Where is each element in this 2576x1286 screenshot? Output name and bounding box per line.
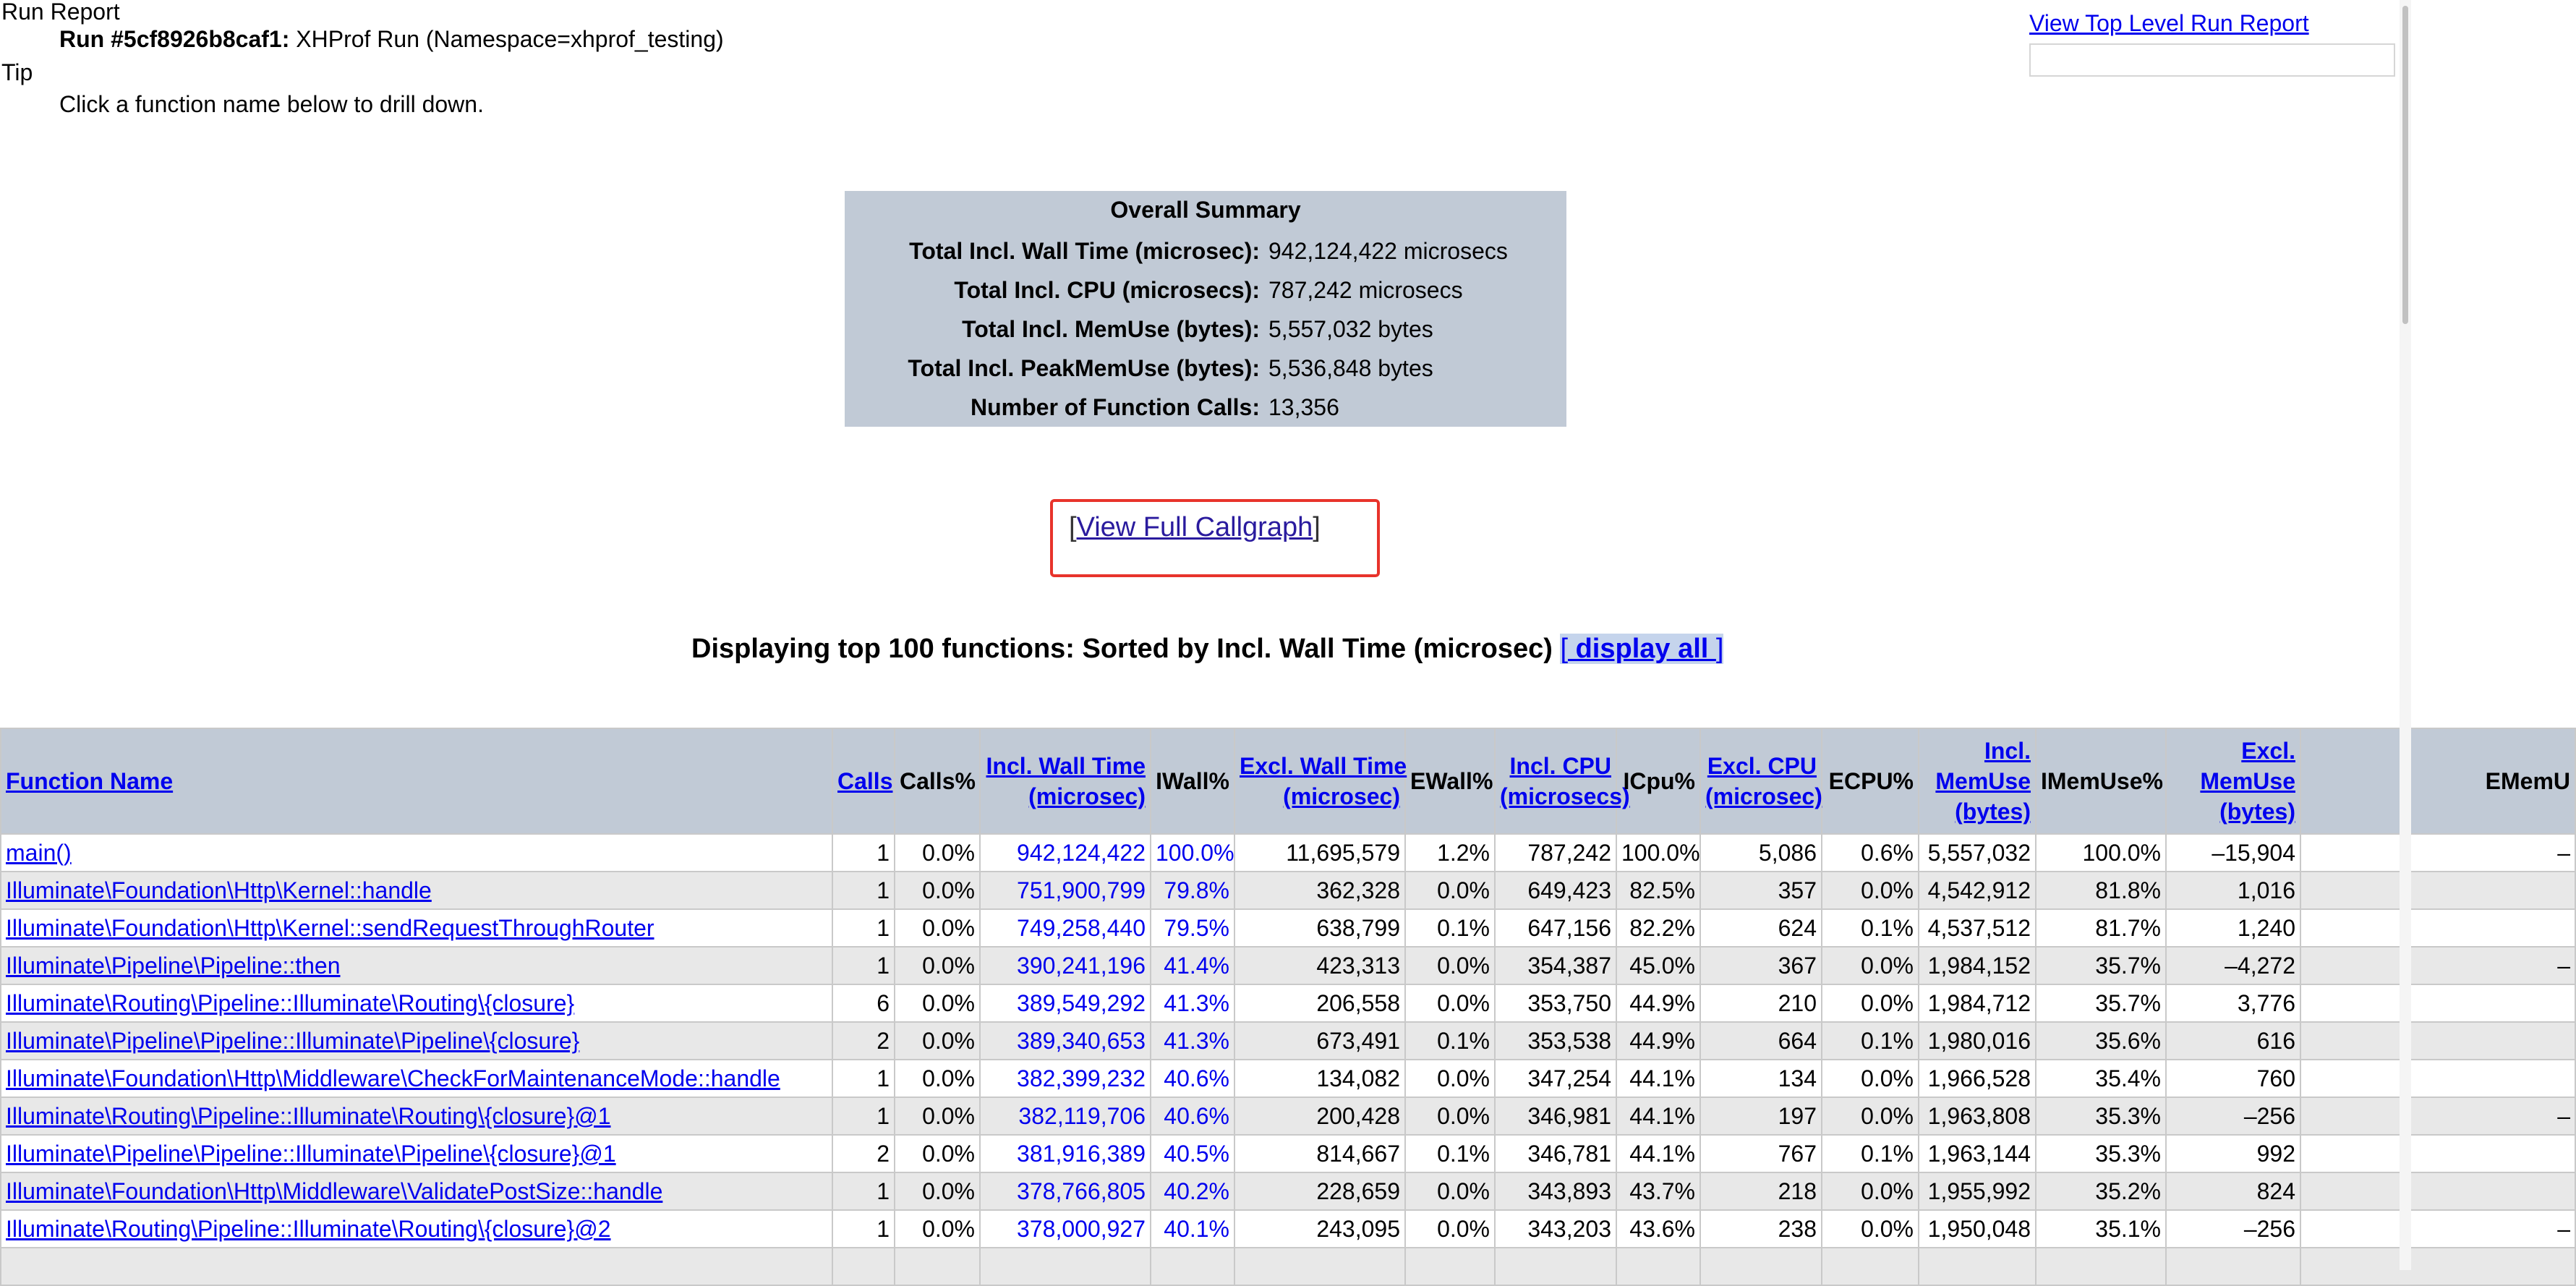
table-cell: 210: [1700, 984, 1822, 1022]
column-header: [1822, 728, 1919, 834]
table-cell: 41.3%: [1151, 1022, 1234, 1060]
function-link[interactable]: Illuminate\Pipeline\Pipeline::Illuminate\Pipeline\{closure}: [6, 1028, 580, 1054]
table-cell: 0.0%: [895, 834, 980, 872]
table-cell: 367: [1700, 947, 1822, 984]
table-cell: 41.3%: [1151, 984, 1234, 1022]
column-header: [895, 728, 980, 834]
table-cell: 423,313: [1234, 947, 1405, 984]
table-cell: 35.1%: [2036, 1210, 2166, 1248]
table-cell: 0.0%: [1822, 1060, 1919, 1097]
sort-link[interactable]: [837, 768, 892, 794]
table-cell: 218: [1700, 1172, 1822, 1210]
table-cell: 0.0%: [895, 1210, 980, 1248]
table-cell: –: [2300, 834, 2575, 872]
table-cell: 35.3%: [2036, 1097, 2166, 1135]
column-header[interactable]: [1495, 728, 1630, 834]
table-cell: 0.0%: [895, 1172, 980, 1210]
table-cell: 343,893: [1495, 1172, 1616, 1210]
column-label-line: IMemUse%: [2041, 768, 2163, 794]
table-cell: 40.5%: [1151, 1135, 1234, 1172]
table-cell: [2300, 1248, 2575, 1285]
table-cell: 43.7%: [1616, 1172, 1700, 1210]
display-all-link[interactable]: display all: [1568, 634, 1716, 664]
function-link[interactable]: Illuminate\Foundation\Http\Middleware\CheckForMaintenanceMode::handle: [6, 1065, 780, 1091]
table-cell: 389,340,653: [980, 1022, 1151, 1060]
function-link[interactable]: Illuminate\Foundation\Http\Kernel::sendRequestThroughRouter: [6, 915, 654, 941]
bracket-close: ]: [1715, 634, 1724, 664]
column-label-line: Excl. CPU: [1707, 753, 1817, 779]
callgraph-link-wrapper: [1069, 512, 1321, 543]
table-cell: 0.0%: [1405, 1097, 1495, 1135]
column-label-line: ECPU%: [1828, 768, 1914, 794]
column-label-line: (bytes): [1955, 799, 2031, 825]
table-cell: 40.6%: [1151, 1060, 1234, 1097]
table-cell: 44.9%: [1616, 984, 1700, 1022]
table-cell: 0.1%: [1405, 1022, 1495, 1060]
column-label-line: IWall%: [1156, 768, 1229, 794]
run-info: [59, 26, 724, 53]
run-description: XHProf Run (Namespace=xhprof_testing): [289, 26, 724, 52]
table-cell: 0.0%: [895, 1022, 980, 1060]
tip-label: Tip: [1, 59, 33, 85]
table-cell: 5,557,032: [1919, 834, 2036, 872]
summary-label: Total Incl. CPU (microsecs):: [954, 277, 1260, 303]
column-header[interactable]: [2166, 728, 2300, 834]
summary-row: [845, 388, 1566, 427]
summary-value: 13,356: [1268, 394, 1339, 420]
table-cell: 824: [2166, 1172, 2300, 1210]
table-cell: 0.1%: [1405, 1135, 1495, 1172]
table-cell: 0.0%: [1822, 984, 1919, 1022]
table-cell: [895, 1248, 980, 1285]
table-cell: [2300, 1060, 2575, 1097]
table-cell: 347,254: [1495, 1060, 1616, 1097]
table-cell: [2300, 1135, 2575, 1172]
table-cell: [1616, 1248, 1700, 1285]
table-cell: 346,981: [1495, 1097, 1616, 1135]
bracket-open: [: [1069, 512, 1077, 542]
table-cell: [1151, 1248, 1234, 1285]
sort-link[interactable]: [1240, 753, 1407, 809]
table-cell: 81.7%: [2036, 909, 2166, 947]
function-link[interactable]: main(): [6, 840, 72, 866]
table-cell: 197: [1700, 1097, 1822, 1135]
function-link[interactable]: Illuminate\Foundation\Http\Kernel::handle: [6, 877, 432, 903]
table-cell: –: [2300, 1097, 2575, 1135]
table-cell: 2: [832, 1022, 895, 1060]
table-cell: 0.0%: [1405, 1172, 1495, 1210]
table-cell: 0.6%: [1822, 834, 1919, 872]
run-report-label: Run Report: [1, 0, 120, 25]
table-cell: 35.3%: [2036, 1135, 2166, 1172]
summary-row: [845, 271, 1566, 310]
table-cell: 35.6%: [2036, 1022, 2166, 1060]
sort-link[interactable]: [6, 768, 173, 794]
table-cell: 1,240: [2166, 909, 2300, 947]
function-link[interactable]: Illuminate\Pipeline\Pipeline::Illuminate\Pipeline\{closure}@1: [6, 1141, 616, 1167]
table-cell: 0.0%: [1822, 1210, 1919, 1248]
table-cell: 82.5%: [1616, 872, 1700, 909]
column-label-line: (microsecs): [1500, 783, 1630, 809]
table-cell: 942,124,422: [980, 834, 1151, 872]
table-cell: [1234, 1248, 1405, 1285]
table-cell: 100.0%: [1616, 834, 1700, 872]
table-cell: 647,156: [1495, 909, 1616, 947]
table-cell: [2300, 984, 2575, 1022]
table-cell: 243,095: [1234, 1210, 1405, 1248]
table-cell: 0.0%: [1405, 984, 1495, 1022]
top-right-panel: [2029, 43, 2395, 77]
table-cell: [1, 909, 832, 947]
column-label: [900, 768, 976, 794]
table-cell: 228,659: [1234, 1172, 1405, 1210]
table-cell: [1, 1022, 832, 1060]
table-cell: 0.1%: [1822, 909, 1919, 947]
table-cell: 760: [2166, 1060, 2300, 1097]
table-cell: 382,399,232: [980, 1060, 1151, 1097]
table-cell: 353,538: [1495, 1022, 1616, 1060]
table-row: [1, 909, 2575, 947]
table-cell: 1,950,048: [1919, 1210, 2036, 1248]
bracket-open: [: [1560, 634, 1569, 664]
column-label: [2486, 768, 2570, 794]
table-cell: 0.0%: [895, 872, 980, 909]
table-cell: 0.0%: [895, 909, 980, 947]
table-cell: 11,695,579: [1234, 834, 1405, 872]
table-cell: 0.0%: [895, 984, 980, 1022]
column-label-line: (bytes): [2219, 799, 2295, 825]
table-cell: 749,258,440: [980, 909, 1151, 947]
function-link[interactable]: Illuminate\Routing\Pipeline::Illuminate\Routing\{closure}: [6, 990, 575, 1016]
column-header: [1616, 728, 1700, 834]
table-cell: [2166, 1248, 2300, 1285]
sort-link[interactable]: [1705, 753, 1822, 809]
column-label: [1623, 768, 1695, 794]
table-cell: [2300, 872, 2575, 909]
column-header[interactable]: [980, 728, 1151, 834]
table-cell: 390,241,196: [980, 947, 1151, 984]
table-cell: 767: [1700, 1135, 1822, 1172]
column-label-line: Incl.: [1984, 738, 2031, 764]
summary-value: 5,536,848 bytes: [1268, 355, 1433, 381]
table-cell: 1: [832, 1210, 895, 1248]
table-cell: 624: [1700, 909, 1822, 947]
sort-link[interactable]: [2200, 738, 2295, 825]
table-cell: 0.0%: [1405, 947, 1495, 984]
table-cell: 1.2%: [1405, 834, 1495, 872]
column-label-line: (microsec): [1028, 783, 1146, 809]
table-cell: [832, 1248, 895, 1285]
table-cell: 1,016: [2166, 872, 2300, 909]
table-cell: 992: [2166, 1135, 2300, 1172]
summary-row: [845, 231, 1566, 271]
overall-summary-table: [845, 191, 1566, 427]
table-cell: 649,423: [1495, 872, 1616, 909]
table-cell: [1, 1097, 832, 1135]
table-cell: 1,955,992: [1919, 1172, 2036, 1210]
table-cell: 43.6%: [1616, 1210, 1700, 1248]
table-row: [1, 872, 2575, 909]
table-cell: [1, 947, 832, 984]
table-cell: 100.0%: [2036, 834, 2166, 872]
sort-link[interactable]: [1500, 753, 1630, 809]
table-cell: 1,963,144: [1919, 1135, 2036, 1172]
column-label-line: Excl.: [2241, 738, 2295, 764]
table-cell: 44.1%: [1616, 1135, 1700, 1172]
table-cell: 0.0%: [895, 1097, 980, 1135]
column-header[interactable]: [1919, 728, 2036, 834]
table-row: [1, 1248, 2575, 1285]
column-label-line: Incl. Wall Time: [986, 753, 1146, 779]
table-row: [1, 834, 2575, 872]
summary-label: Number of Function Calls:: [971, 394, 1260, 420]
table-cell: 81.8%: [2036, 872, 2166, 909]
table-cell: [1, 1060, 832, 1097]
table-cell: 206,558: [1234, 984, 1405, 1022]
table-cell: 238: [1700, 1210, 1822, 1248]
function-link[interactable]: Illuminate\Routing\Pipeline::Illuminate\Routing\{closure}@1: [6, 1103, 611, 1129]
display-text: Displaying top 100 functions: Sorted by Incl. Wall Time (microsec): [691, 634, 1561, 664]
table-cell: 0.0%: [1822, 1097, 1919, 1135]
table-cell: [1700, 1248, 1822, 1285]
column-label: [2041, 768, 2163, 794]
table-cell: 3,776: [2166, 984, 2300, 1022]
table-cell: [1405, 1248, 1495, 1285]
table-cell: 751,900,799: [980, 872, 1151, 909]
summary-label: Total Incl. PeakMemUse (bytes):: [908, 355, 1260, 381]
table-cell: 200,428: [1234, 1097, 1405, 1135]
table-cell: [1, 1172, 832, 1210]
table-cell: 44.1%: [1616, 1060, 1700, 1097]
summary-title: Overall Summary: [1110, 197, 1301, 223]
table-cell: [2300, 1022, 2575, 1060]
column-header: [2036, 728, 2166, 834]
function-link[interactable]: Illuminate\Pipeline\Pipeline::then: [6, 953, 341, 979]
table-cell: 2: [832, 1135, 895, 1172]
column-label-line: MemUse: [2200, 768, 2295, 794]
column-header: [2300, 728, 2575, 834]
table-cell: 4,537,512: [1919, 909, 2036, 947]
summary-value: 942,124,422 microsecs: [1268, 238, 1508, 264]
column-label-line: MemUse: [1935, 768, 2031, 794]
column-label-line: EMemU: [2485, 768, 2570, 794]
summary-row: [845, 310, 1566, 349]
table-cell: 41.4%: [1151, 947, 1234, 984]
table-cell: –: [2300, 947, 2575, 984]
column-label-line: (microsec): [1705, 783, 1822, 809]
table-cell: 79.8%: [1151, 872, 1234, 909]
summary-row: [845, 349, 1566, 388]
table-cell: 0.1%: [1822, 1135, 1919, 1172]
column-label-line: Calls%: [900, 768, 976, 794]
run-id: Run #5cf8926b8caf1:: [59, 26, 290, 52]
top-level-run-report-link[interactable]: View Top Level Run Report: [2029, 10, 2309, 36]
table-cell: 0.1%: [1405, 909, 1495, 947]
sort-link[interactable]: [1935, 738, 2031, 825]
table-cell: 343,203: [1495, 1210, 1616, 1248]
table-cell: 35.7%: [2036, 984, 2166, 1022]
table-cell: 389,549,292: [980, 984, 1151, 1022]
table-cell: 35.7%: [2036, 947, 2166, 984]
summary-value: 787,242 microsecs: [1268, 277, 1463, 303]
column-header[interactable]: [1, 728, 832, 834]
table-cell: 664: [1700, 1022, 1822, 1060]
sort-link[interactable]: [986, 753, 1146, 809]
table-cell: 0.0%: [895, 1060, 980, 1097]
table-cell: [1, 1248, 832, 1285]
column-header[interactable]: [1234, 728, 1405, 834]
bracket-close: ]: [1313, 512, 1321, 542]
table-cell: [1495, 1248, 1616, 1285]
tip-text: Click a function name below to drill down.: [59, 91, 484, 117]
table-cell: 1: [832, 1172, 895, 1210]
table-row: [1, 1060, 2575, 1097]
table-cell: 1: [832, 947, 895, 984]
table-cell: [980, 1248, 1151, 1285]
column-header: [1405, 728, 1495, 834]
table-cell: 35.2%: [2036, 1172, 2166, 1210]
table-row: [1, 1097, 2575, 1135]
display-summary-line: [691, 634, 1723, 665]
table-cell: 814,667: [1234, 1135, 1405, 1172]
table-cell: 6: [832, 984, 895, 1022]
table-cell: 0.0%: [895, 947, 980, 984]
table-cell: 381,916,389: [980, 1135, 1151, 1172]
table-cell: [2036, 1248, 2166, 1285]
column-label: [1410, 768, 1493, 794]
table-row: [1, 1135, 2575, 1172]
column-header: [1151, 728, 1234, 834]
table-cell: [1919, 1248, 2036, 1285]
table-cell: [1, 1135, 832, 1172]
table-cell: [2300, 909, 2575, 947]
table-cell: 1,966,528: [1919, 1060, 2036, 1097]
view-full-callgraph-link[interactable]: View Full Callgraph: [1076, 512, 1313, 542]
summary-label: Total Incl. MemUse (bytes):: [962, 316, 1260, 342]
table-cell: 1,963,808: [1919, 1097, 2036, 1135]
scrollbar-thumb[interactable]: [2402, 6, 2408, 324]
table-cell: 0.0%: [1822, 872, 1919, 909]
table-cell: [1, 872, 832, 909]
column-label: [1829, 768, 1914, 794]
table-cell: 0.0%: [1405, 1060, 1495, 1097]
table-header-row: [1, 728, 2575, 834]
table-row: [1, 947, 2575, 984]
table-cell: 40.1%: [1151, 1210, 1234, 1248]
table-cell: 40.2%: [1151, 1172, 1234, 1210]
display-all-wrapper: [1560, 634, 1723, 664]
table-cell: 4,542,912: [1919, 872, 2036, 909]
table-cell: 79.5%: [1151, 909, 1234, 947]
function-link[interactable]: Illuminate\Routing\Pipeline::Illuminate\Routing\{closure}@2: [6, 1216, 611, 1242]
column-header[interactable]: [832, 728, 895, 834]
table-cell: 40.6%: [1151, 1097, 1234, 1135]
table-cell: 1: [832, 1097, 895, 1135]
table-cell: [1822, 1248, 1919, 1285]
table-cell: [2300, 1172, 2575, 1210]
table-row: [1, 984, 2575, 1022]
table-cell: 1: [832, 834, 895, 872]
column-label-line: Excl. Wall Time: [1240, 753, 1407, 779]
table-cell: –256: [2166, 1097, 2300, 1135]
table-cell: 1,984,712: [1919, 984, 2036, 1022]
table-cell: 354,387: [1495, 947, 1616, 984]
table-cell: 638,799: [1234, 909, 1405, 947]
table-cell: 1,980,016: [1919, 1022, 2036, 1060]
table-cell: 1: [832, 872, 895, 909]
function-table: [0, 728, 2576, 1286]
table-cell: 1: [832, 909, 895, 947]
table-cell: 5,086: [1700, 834, 1822, 872]
table-cell: [1, 1210, 832, 1248]
table-cell: –15,904: [2166, 834, 2300, 872]
table-cell: 44.9%: [1616, 1022, 1700, 1060]
column-label-line: Incl. CPU: [1509, 753, 1611, 779]
table-cell: 353,750: [1495, 984, 1616, 1022]
table-cell: –: [2300, 1210, 2575, 1248]
table-cell: –256: [2166, 1210, 2300, 1248]
table-cell: 616: [2166, 1022, 2300, 1060]
table-cell: 673,491: [1234, 1022, 1405, 1060]
table-cell: 0.1%: [1822, 1022, 1919, 1060]
table-cell: 82.2%: [1616, 909, 1700, 947]
table-cell: 100.0%: [1151, 834, 1234, 872]
column-label: [1156, 768, 1229, 794]
column-label-line: (microsec): [1283, 783, 1400, 809]
table-cell: 45.0%: [1616, 947, 1700, 984]
table-cell: [1, 834, 832, 872]
summary-value: 5,557,032 bytes: [1268, 316, 1433, 342]
column-header[interactable]: [1700, 728, 1822, 834]
table-cell: 0.0%: [1822, 1172, 1919, 1210]
table-cell: 0.0%: [895, 1135, 980, 1172]
table-cell: 0.0%: [1405, 1210, 1495, 1248]
table-cell: 0.0%: [1822, 947, 1919, 984]
table-cell: –4,272: [2166, 947, 2300, 984]
table-cell: 357: [1700, 872, 1822, 909]
table-row: [1, 1022, 2575, 1060]
table-cell: 1: [832, 1060, 895, 1097]
table-cell: 1,984,152: [1919, 947, 2036, 984]
table-cell: 378,766,805: [980, 1172, 1151, 1210]
table-cell: 346,781: [1495, 1135, 1616, 1172]
table-cell: 44.1%: [1616, 1097, 1700, 1135]
table-cell: 787,242: [1495, 834, 1616, 872]
column-label-line: Function Name: [6, 768, 174, 794]
table-cell: 378,000,927: [980, 1210, 1151, 1248]
table-row: [1, 1210, 2575, 1248]
table-cell: 382,119,706: [980, 1097, 1151, 1135]
function-link[interactable]: Illuminate\Foundation\Http\Middleware\ValidatePostSize::handle: [6, 1178, 663, 1204]
table-cell: 134: [1700, 1060, 1822, 1097]
table-cell: 134,082: [1234, 1060, 1405, 1097]
table-cell: [1, 984, 832, 1022]
table-cell: 35.4%: [2036, 1060, 2166, 1097]
table-cell: 0.0%: [1405, 872, 1495, 909]
column-label-line: EWall%: [1410, 768, 1493, 794]
column-label-line: ICpu%: [1623, 768, 1695, 794]
table-cell: 362,328: [1234, 872, 1405, 909]
column-label-line: Calls: [837, 768, 893, 794]
table-row: [1, 1172, 2575, 1210]
summary-label: Total Incl. Wall Time (microsec):: [909, 238, 1260, 264]
